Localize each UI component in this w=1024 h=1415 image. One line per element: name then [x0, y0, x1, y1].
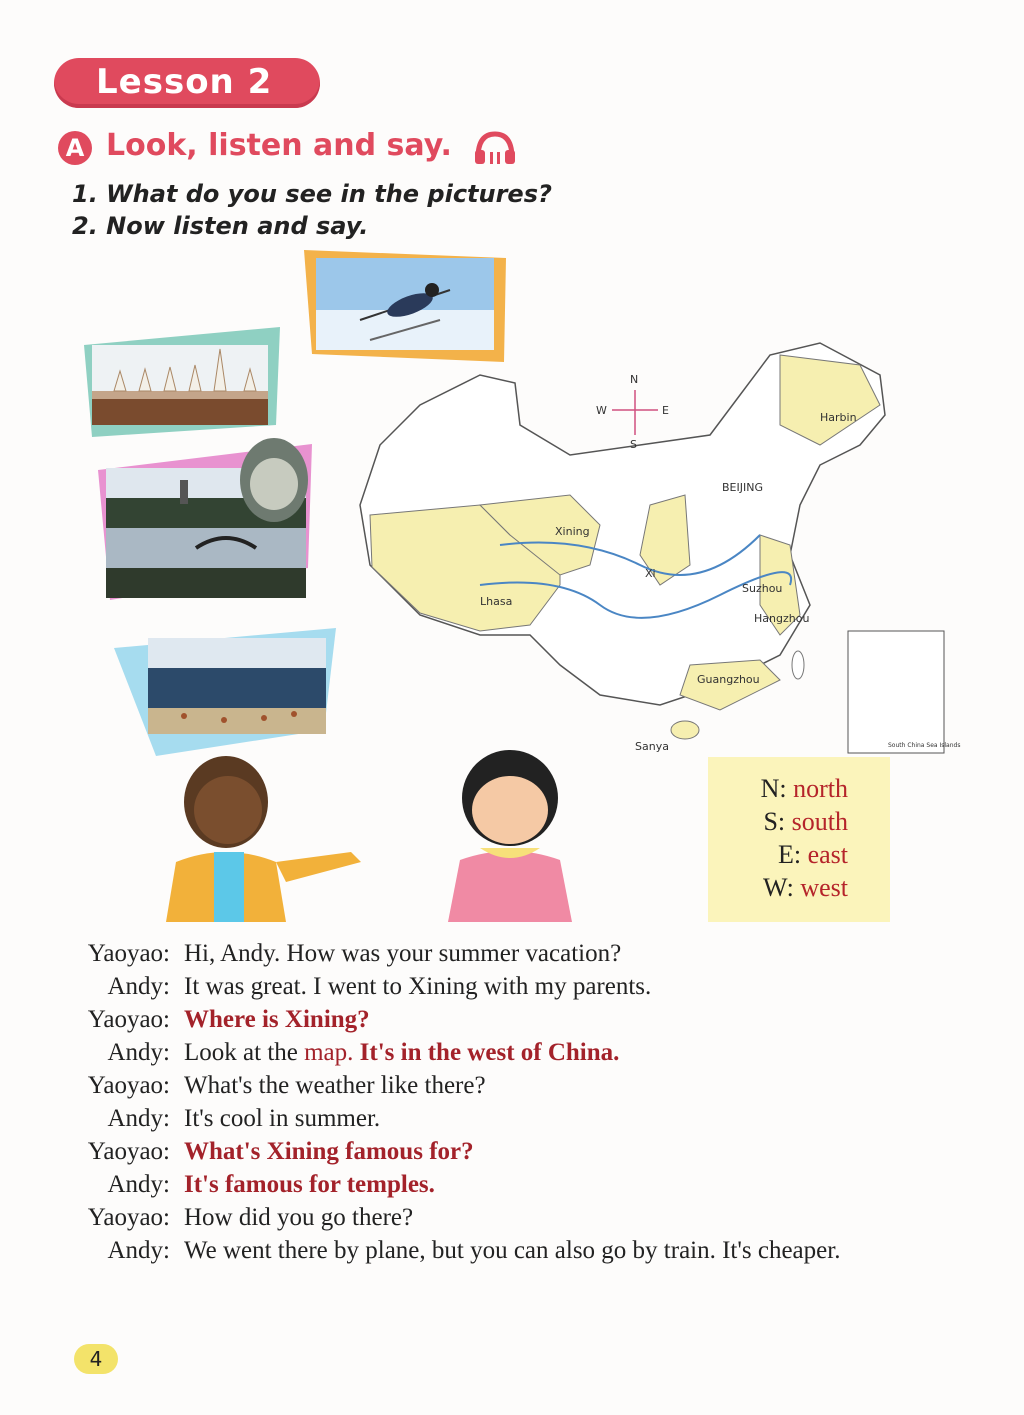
city-xining: Xining	[555, 525, 590, 538]
andy-illustration	[156, 752, 366, 922]
china-map	[340, 335, 961, 765]
city-lhasa: Lhasa	[480, 595, 513, 608]
south-china-sea-inset	[848, 631, 944, 753]
city-hangzhou: Hangzhou	[754, 612, 810, 625]
compass-s: S	[630, 438, 637, 451]
section-letter: A	[58, 131, 92, 165]
city-guangzhou: Guangzhou	[697, 673, 760, 686]
legend-east: E: east	[777, 840, 848, 869]
instruction-2: 2. Now listen and say.	[72, 212, 369, 240]
city-xian: Xi	[645, 567, 656, 580]
compass-rose	[612, 390, 658, 435]
beach-photo	[114, 628, 340, 758]
inset-label: South China Sea Islands	[888, 742, 961, 749]
instruction-1: 1. What do you see in the pictures?	[72, 180, 552, 208]
legend-west: W: west	[763, 873, 848, 902]
lesson-badge	[54, 58, 320, 108]
lesson-title: Lesson 2	[96, 62, 273, 102]
city-beijing: BEIJING	[722, 481, 763, 494]
yaoyao-illustration	[440, 748, 580, 922]
temple-photo	[84, 325, 284, 440]
compass-w: W	[596, 404, 607, 417]
compass-e: E	[662, 404, 669, 417]
legend-north: N: north	[760, 774, 848, 803]
direction-legend	[708, 757, 890, 922]
headphones-icon[interactable]	[472, 128, 518, 168]
city-sanya: Sanya	[635, 740, 669, 753]
page-number: 4	[74, 1344, 118, 1374]
city-harbin: Harbin	[820, 411, 857, 424]
lake-photo	[96, 440, 316, 615]
dialogue: Yaoyao: Hi, Andy. How was your summer vacation? Andy: It was great. I went to Xining with my parents. Yaoyao: Where is Xining? Andy: Look at the map. It's in the west of China. Yaoyao: What's the weather like there? Andy: It's cool in summer. Yaoyao: What's Xining famous for? Andy: It's famous for temples. Yaoyao: How did you go there? Andy: We went there by plane, but you can also go by train. It's cheaper.	[87, 940, 841, 1264]
legend-south: S: south	[763, 807, 848, 836]
compass-n: N	[630, 373, 639, 386]
section-title: Look, listen and say.	[106, 128, 452, 163]
city-suzhou: Suzhou	[742, 582, 783, 595]
